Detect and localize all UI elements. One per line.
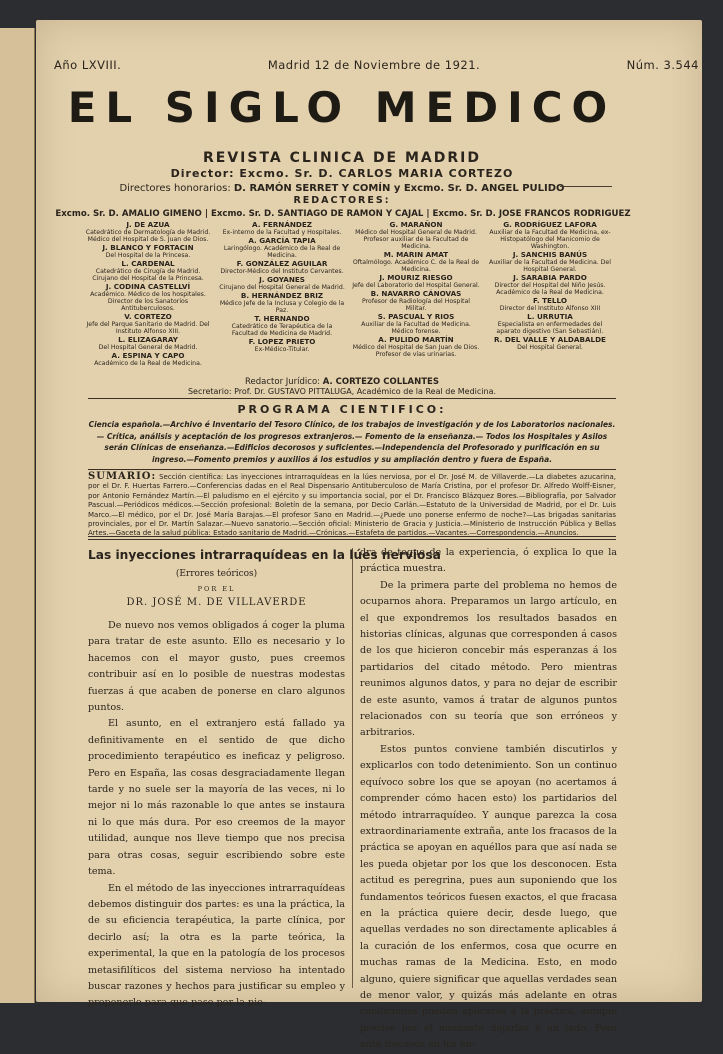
- divider: [88, 539, 616, 540]
- column-separator: [352, 548, 353, 988]
- editor-name: A. PULIDO MARTÍN: [378, 335, 454, 344]
- article-title: Las inyecciones intrarraquídeas en la lúes nerviosa: [88, 548, 441, 562]
- editor-description: Cirujano del Hospital General de Madrid.: [219, 284, 345, 291]
- editor-entry: [84, 283, 212, 312]
- director-line: Director: Excmo. Sr. D. CARLOS MARIA CORTEZO: [170, 167, 514, 180]
- editor-entry: [486, 336, 614, 351]
- masthead-subtitle: REVISTA CLINICA DE MADRID: [202, 150, 481, 166]
- redactor-label: Redactor Jurídico:: [245, 377, 321, 387]
- editor-name: F. LOPEZ PRIETO: [248, 337, 316, 346]
- editor-entry: [84, 336, 212, 351]
- editor-description: Catedrático de Dermatología de Madrid. Médico del Hospital de S. Juan de Dios.: [85, 229, 211, 243]
- article-byline-por: POR EL: [197, 585, 236, 593]
- editor-name: A. GARCÍA TAPIA: [248, 236, 316, 245]
- editor-description: Auxiliar de la Facultad de Medicina. Médico forense.: [361, 321, 471, 335]
- editor-description: Ex-interno de la Facultad y Hospitales.: [222, 229, 342, 236]
- editor-description: Auxiliar de la Facultad de Medicina. Del Hospital General.: [489, 259, 611, 273]
- editor-entry: [218, 237, 346, 259]
- editor-entry: [486, 313, 614, 335]
- editor-name: J. SANCHIS BANÚS: [512, 250, 588, 259]
- editor-description: Director del Instituto Alfonso XIII: [499, 305, 601, 312]
- editor-entry: [84, 244, 212, 259]
- editor-entry: [486, 297, 614, 312]
- editor-name: V. CORTEZO: [124, 312, 172, 321]
- divider: [88, 469, 616, 470]
- divider: [88, 398, 616, 399]
- programa-text: Ciencia española.—Archivo é Inventario del Tesoro Clínico, de los trabajos de investigación y de los Laboratorios nacionales.— Crítica, análisis y aceptación de los progresos extranjeros.— Fomento de la enseñanza.— Todos los Hospitales y Asilos serán Clínicas de enseñanza.—Edificios decorosos y suficientes.—Independencia del Profesorado y purificación en su ingreso.—Fomento premios y auxilios á los estudios y su ampliación dentro y fuera de España.: [88, 420, 616, 464]
- editor-description: Director del Hospital del Niño Jesús. Académico de la Real de Medicina.: [494, 282, 606, 296]
- date-label: Madrid 12 de Noviembre de 1921.: [267, 58, 481, 72]
- editor-name: J. CODINA CASTELLVÍ: [105, 282, 191, 291]
- honorary-rule: [560, 186, 612, 187]
- editor-entry: [218, 221, 346, 236]
- article-paragraph: En el método de las inyecciones intrarraquídeas debemos distinguir dos partes: es una la práctica, la de su eficiencia terapéutica, la parte clínica, por decirlo así; la otra es la parte teórica, la experimental, la que en la patología de los procesos metasifilíticos del sistema nervioso ha intentado buscar razones y hechos para justificar su empleo y proponerlo para que pase por la pie-: [88, 882, 345, 1009]
- editor-name: J. DE AZUA: [126, 220, 170, 229]
- editor-name: J. BLANCO Y FORTACIN: [102, 243, 194, 252]
- editor-description: Jefe del Parque Sanitario de Madrid. Del Instituto Alfonso XIII.: [86, 321, 210, 335]
- editor-description: Ex-Médico-Titular.: [254, 346, 310, 353]
- adjacent-page-edge: [0, 28, 35, 1003]
- editor-column: [218, 221, 346, 368]
- editor-description: Director-Médico del Instituto Cervantes.: [220, 268, 344, 275]
- year-label: Año LXVIII.: [54, 58, 122, 72]
- editors-grid: [84, 221, 614, 368]
- honorary-label: Directores honorarios:: [119, 183, 231, 194]
- editor-name: M. MARIN AMAT: [383, 250, 449, 259]
- editor-description: Del Hospital General.: [517, 344, 583, 351]
- editor-description: Auxiliar de la Facultad de Medicina, ex-Histopatólogo del Manicomio de Washington.: [489, 229, 611, 250]
- editor-name: B. NAVARRO CÁNOVAS: [370, 289, 462, 298]
- editor-entry: [352, 290, 480, 312]
- programa-title: PROGRAMA CIENTIFICO:: [237, 403, 447, 416]
- article-paragraph: dra de toque de la experiencia, ó explica lo que la práctica muestra.: [360, 547, 617, 575]
- editor-description: Laringólogo. Académico de la Real de Medicina.: [223, 245, 341, 259]
- article-paragraph: Estos puntos conviene también discutirlos y explicarlos con todo detenimiento. Son un continuo equívoco sobre los que se apoyan (no acertamos á comprender cómo hacen esto) los partidarios del método intrarraquídeo. Y aunque parezca la cosa extraordinariamente extraña, ante los fracasos de la práctica se apoyan en aquéllos para que así nada se les pueda objetar por los que los desconocen. Esta actitud es peregrina, pues aun suponiendo que los fundamentos teóricos fuesen exactos, el que fracasa en la práctica quiere decir, desde luego, que aquellas verdades no son directamente aplicables á la curación de los enfermos, cosa que ocurre en muchas ramas de la Medicina. Esto, en modo alguno, quiere significar que aquellas verdades sean de menor valor, y quizás más adelante en otras condiciones puedan aplicarse á la práctica, aunque precise por el momento dejarlas á un lado. Pero ante fracasos en los en-: [360, 743, 617, 1051]
- editor-entry: [218, 338, 346, 353]
- article-left-column: [88, 545, 441, 1012]
- article-paragraph: El asunto, en el extranjero está fallado ya definitivamente en el sentido de que dicho procedimiento terapéutico es ineficaz y peligroso. Pero en España, las cosas desgraciadamente llegan tarde y no suele ser la mayoría de las veces, ni lo mejor ni lo más razonable lo que antes se instaura ni lo que más dura. Por eso creemos de la mayor utilidad, aunque nos lleve tiempo que nos precisa para otras cosas, seguir escribiendo sobre este tema.: [88, 718, 345, 878]
- editor-name: B. HERNÁNDEZ BRIZ: [240, 291, 324, 300]
- editor-entry: [218, 292, 346, 314]
- sumario-text: Sección científica: Las inyecciones intrarraquídeas en la lúes nerviosa, por el Dr. José M. de Villaverde.—La diabetes azucarina, por el Dr. F. Huertas Farrero.—Conferencias dadas en el Real Dispensario Antituberculoso de María Cristina, por el profesor Dr. Alfredo Wolff-Eisner, por Antonio Fernández Martín.—El paludismo en el ejército y su importancia social, por el Dr. Francisco Blázquez Bores.—Bibliografía, por Salvador Pascual.—Periódicos médicos.—Sección profesional: Boletín de la semana, por Decio Carlán.—Estatuto de la Universidad de Madrid, por el Dr. Luis Marco.—El médico, por el Dr. José María Barajas.—El profesor Sano en Madrid.—¿Puede uno ponerse enfermo de noche?—Las brigadas sanitarias provinciales, por el Dr. Martín Salazar.—Nuevo sanatorio.—Sección oficial: Ministerio de Gracia y Justicia.—Ministerio de Instrucción Pública y Bellas Artes.—Gaceta de la salud pública: Estado sanitario de Madrid.—Crónicas.—Estafeta de partidos.—Vacantes.—Correspondencia.—Anuncios.: [88, 473, 616, 538]
- editor-description: Profesor de Radiología del Hospital Militar.: [362, 298, 470, 312]
- secretario-line: Secretario: Prof. Dr. GUSTAVO PITTALUGA, Académico de la Real de Medicina.: [187, 387, 497, 396]
- editor-description: Médico del Hospital de San Juan de Dios. Profesor de vías urinarias.: [352, 344, 480, 358]
- editor-entry: [352, 313, 480, 335]
- editor-name: L. CARDENAL: [121, 259, 175, 268]
- editor-name: J. SARABIA PARDO: [513, 273, 587, 282]
- editor-description: Académico. Médico de los hospitales. Director de los Sanatorios Antituberculosos.: [90, 291, 206, 312]
- editor-description: Catedrático de Terapéutica de la Facultad de Medicina de Madrid.: [231, 323, 333, 337]
- masthead-title: EL SIGLO MEDICO: [67, 83, 617, 132]
- editor-entry: [486, 251, 614, 273]
- editor-name: J. MOURIZ RIESGO: [379, 273, 453, 282]
- excmos-line: Excmo. Sr. D. AMALIO GIMENO | Excmo. Sr. D. SANTIAGO DE RAMON Y CAJAL | Excmo. Sr. D. JOSE FRANCOS RODRIGUEZ: [55, 209, 631, 219]
- editor-entry: [218, 315, 346, 337]
- editor-entry: [84, 313, 212, 335]
- editor-name: F. GONZÁLEZ AGUILAR: [236, 259, 328, 268]
- editor-entry: [84, 352, 212, 367]
- editor-entry: [486, 221, 614, 250]
- honorary-directors: [52, 183, 632, 194]
- editor-name: G. MARAÑON: [389, 220, 443, 229]
- editor-entry: [352, 336, 480, 358]
- issue-number: Núm. 3.544: [626, 58, 699, 72]
- editor-entry: [218, 276, 346, 291]
- editor-column: [352, 221, 480, 368]
- editor-entry: [84, 221, 212, 243]
- editor-name: A. ESPINA Y CAPO: [111, 351, 185, 360]
- article-paragraph: De nuevo nos vemos obligados á coger la pluma para tratar de este asunto. Ello es necesario y lo hacemos con el mayor gusto, pues creemos contribuir así en lo posible de nuestras modestas fuerzas á que acaben de ponerse en claro algunos puntos.: [88, 620, 345, 714]
- editor-name: S. PASCUAL Y RIOS: [377, 312, 455, 321]
- article-subtitle: (Errores teóricos): [175, 569, 258, 579]
- editor-description: Médico Jefe de la Inclusa y Colegio de la Paz.: [219, 300, 345, 314]
- editor-description: Del Hospital General de Madrid.: [98, 344, 198, 351]
- article-right-column: [360, 545, 617, 1054]
- editor-name: A. FERNÁNDEZ: [252, 220, 312, 229]
- sumario-block: [88, 472, 616, 539]
- editor-column: [84, 221, 212, 368]
- honorary-names: D. RAMÓN SERRET Y COMÍN y Excmo. Sr. D. ANGEL PULIDO: [233, 183, 565, 194]
- redactores-heading: REDACTORES:: [293, 195, 391, 206]
- editor-description: Especialista en enfermedades del aparato digestivo (San Sebastián).: [496, 321, 604, 335]
- editor-entry: [218, 260, 346, 275]
- editor-description: Médico del Hospital General de Madrid. Profesor auxiliar de la Facultad de Medicina.: [355, 229, 477, 250]
- editor-entry: [352, 221, 480, 250]
- editor-entry: [84, 260, 212, 282]
- issue-meta: [54, 58, 699, 72]
- editor-name: L. URRUTIA: [527, 312, 573, 321]
- editor-name: T. HERNANDO: [254, 314, 310, 323]
- editor-name: L. ELIZAGARAY: [118, 335, 178, 344]
- editor-description: Catedrático de Cirugía de Madrid. Cirujano del Hospital de la Princesa.: [92, 268, 204, 282]
- sumario-label: SUMARIO:: [88, 471, 157, 482]
- editor-entry: [352, 251, 480, 273]
- editor-name: G. RODRÍGUEZ LAFORA: [503, 220, 597, 229]
- editor-description: Oftalmólogo. Académico C. de la Real de Medicina.: [352, 259, 480, 273]
- editor-name: F. TELLO: [533, 296, 567, 305]
- editor-entry: [352, 274, 480, 289]
- redactor-name: A. CORTEZO COLLANTES: [322, 377, 439, 387]
- redactor-juridico: [52, 377, 632, 387]
- editor-description: Del Hospital de la Princesa.: [105, 252, 191, 259]
- editor-name: R. DEL VALLE Y ALDABALDE: [494, 335, 606, 344]
- editor-description: Académico de la Real de Medicina.: [94, 360, 202, 367]
- editor-name: J. GOYANES: [259, 275, 305, 284]
- article-author: DR. JOSÉ M. DE VILLAVERDE: [126, 597, 307, 608]
- editor-entry: [486, 274, 614, 296]
- editor-column: [486, 221, 614, 368]
- article-paragraph: De la primera parte del problema no hemos de ocuparnos ahora. Preparamos un largo artículo, en el que expondremos los resultados basados en historias clínicas, algunas que corresponden á casos de los que hicieron concebir más esperanzas á los partidarios del citado método. Pero mientras reunimos algunos datos, y para no dejar de escribir de este asunto, vamos á tratar de algunos puntos relacionados con su teoría que son erróneos y arbitrarios.: [360, 579, 617, 739]
- divider: [88, 536, 616, 537]
- editor-description: Jefe del Laboratorio del Hospital General.: [352, 282, 480, 289]
